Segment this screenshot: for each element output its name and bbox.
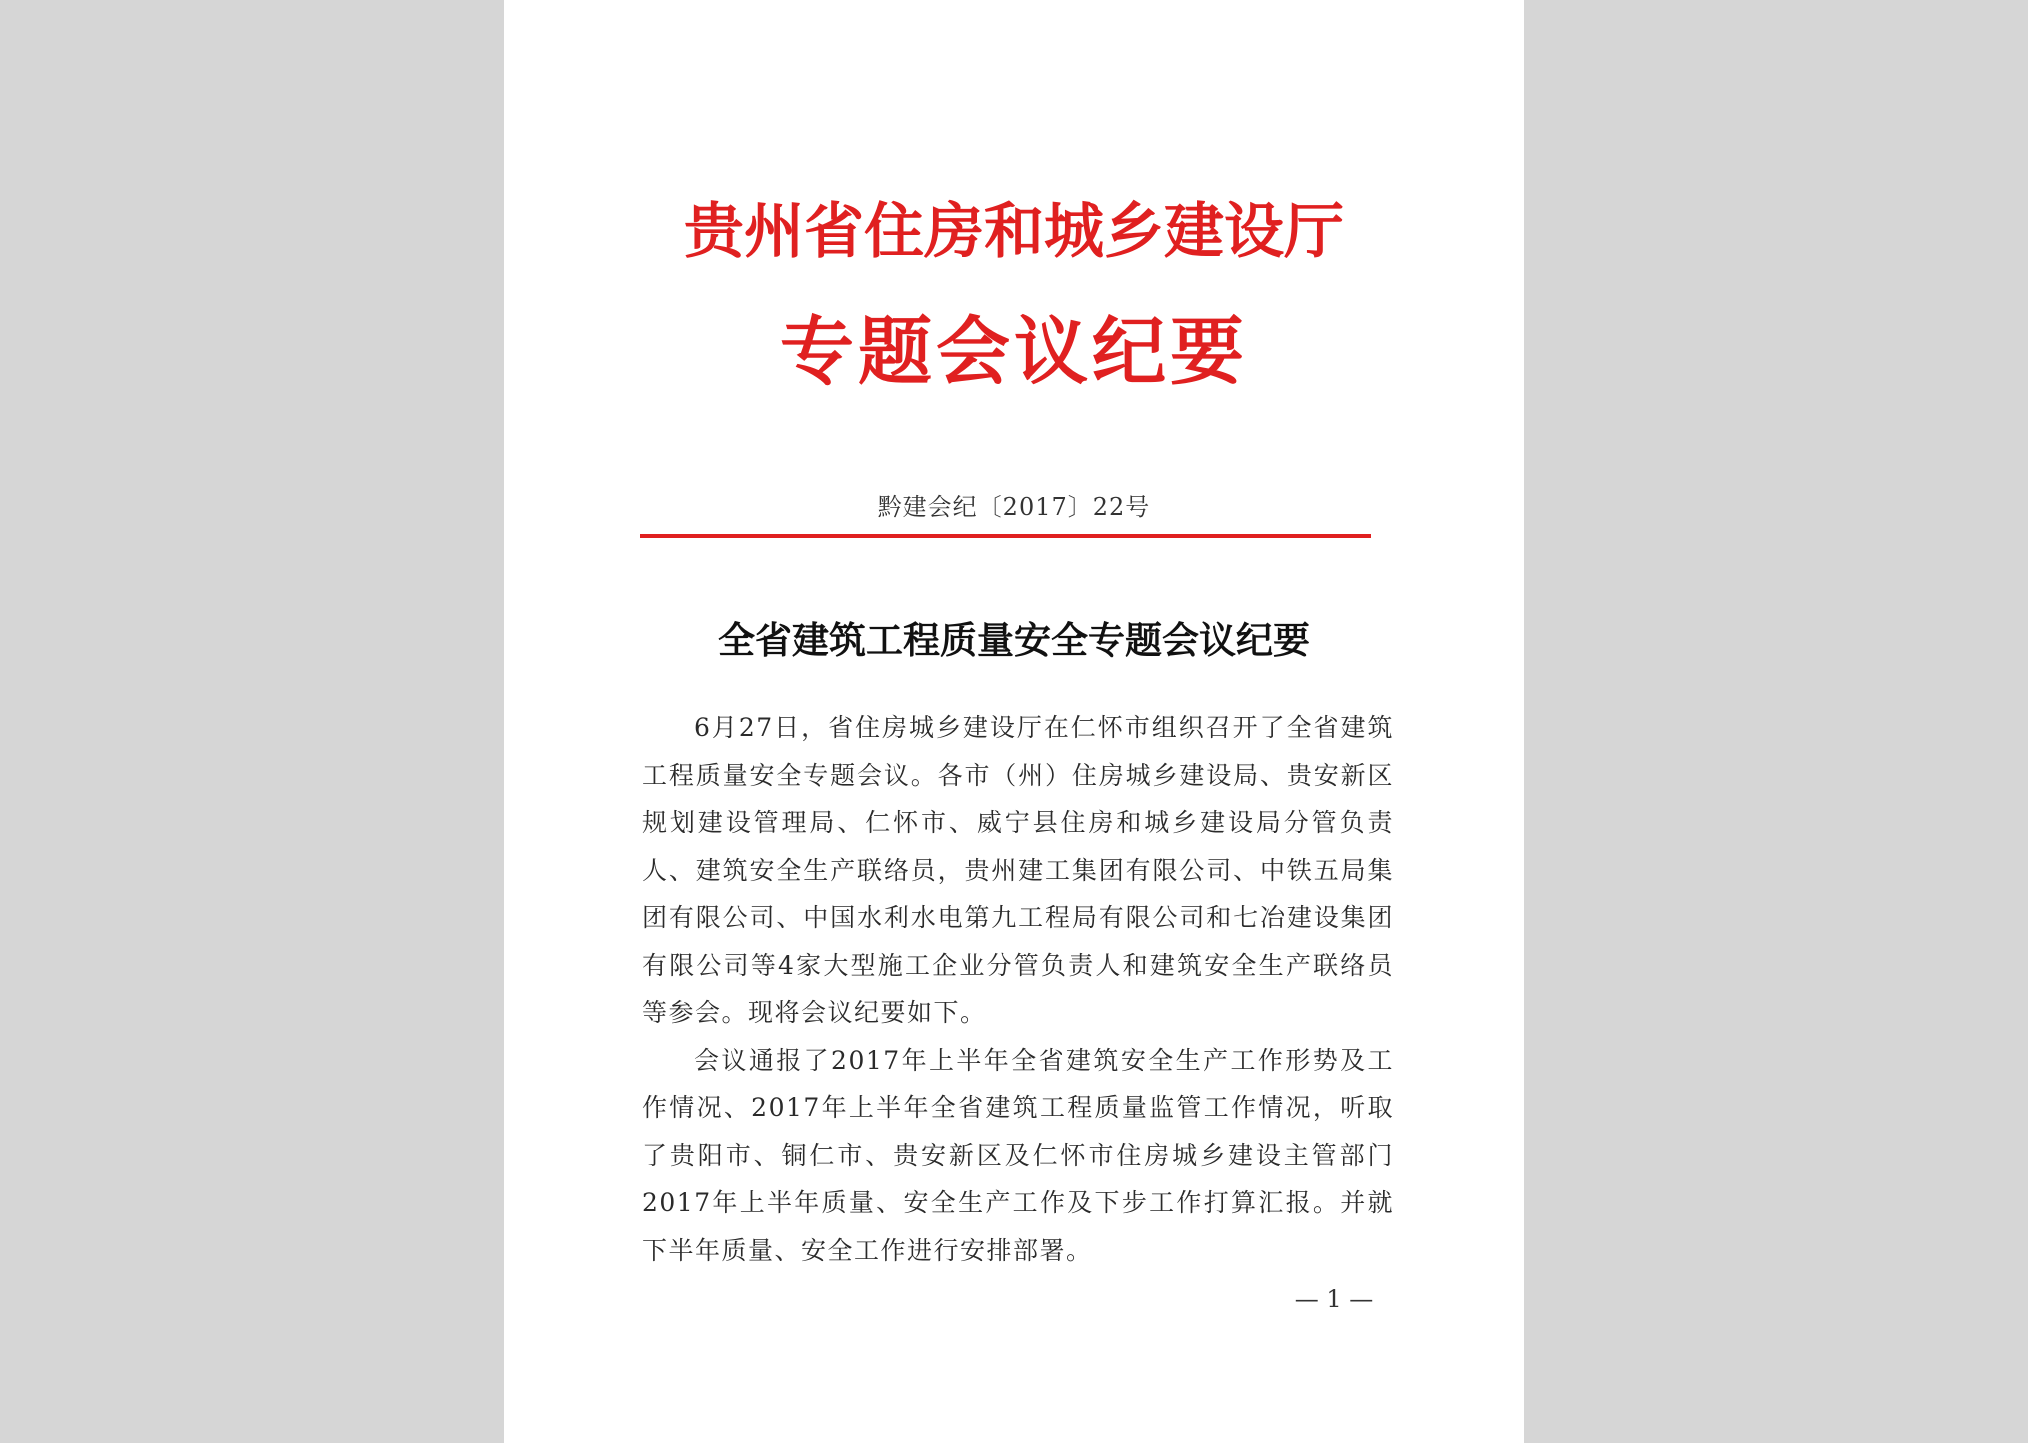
doc-title: 全省建筑工程质量安全专题会议纪要 — [718, 618, 1310, 662]
doc-type-header: 专题会议纪要 — [780, 309, 1248, 395]
paragraph-2: 会议通报了2017年上半年全省建筑安全生产工作形势及工作情况、2017年上半年全省建筑工程质量监管工作情况，听取了贵阳市、铜仁市、贵安新区及仁怀市住房城乡建设主管部门2017年上半年质量、安全生产工作及下步工作打算汇报。并就下半年质量、安全工作进行安排部署。 — [642, 1045, 1394, 1265]
document-page — [504, 0, 1524, 1443]
org-header: 贵州省住房和城乡建设厅 — [684, 197, 1344, 267]
page-number: — 1 — — [1294, 1285, 1374, 1313]
paragraph-1: 6月27日，省住房城乡建设厅在仁怀市组织召开了全省建筑工程质量安全专题会议。各市（州）住房城乡建设局、贵安新区规划建设管理局、仁怀市、威宁县住房和城乡建设局分管负责人、建筑安全生产联络员，贵州建工集团有限公司、中铁五局集团有限公司、中国水利水电第九工程局有限公司和七冶建设集团有限公司等4家大型施工企业分管负责人和建筑安全生产联络员等参会。现将会议纪要如下。 — [642, 713, 1394, 1027]
red-divider — [640, 534, 1371, 538]
doc-number: 黔建会纪〔2017〕22号 — [877, 493, 1151, 521]
body-text — [642, 704, 1394, 1274]
